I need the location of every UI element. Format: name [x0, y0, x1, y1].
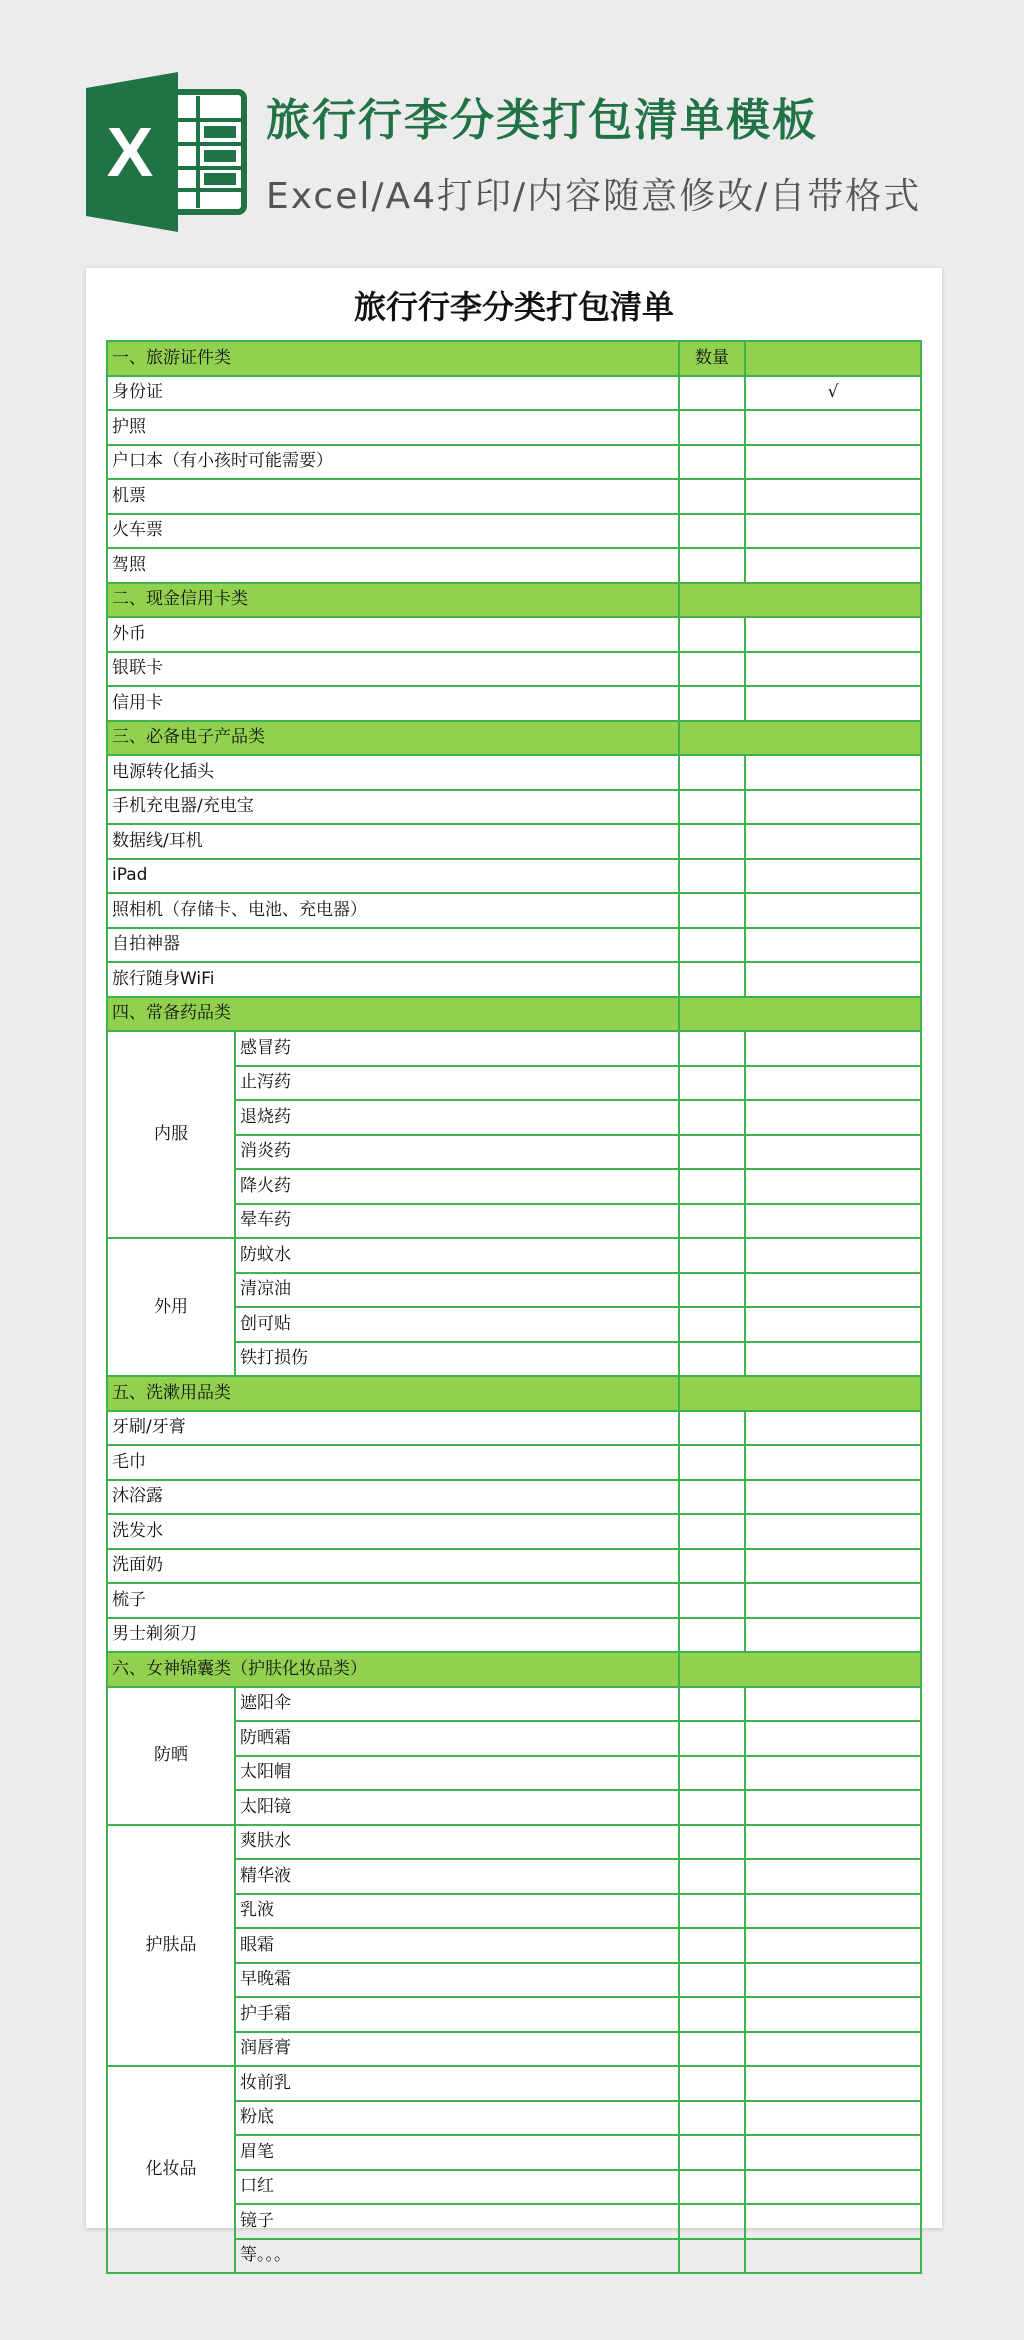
- check-cell[interactable]: [745, 2101, 921, 2136]
- item-row: [107, 410, 921, 445]
- check-cell[interactable]: [745, 824, 921, 859]
- item-name: 电源转化插头: [107, 755, 679, 790]
- item-name: 太阳帽: [235, 1756, 679, 1791]
- item-name: 防蚊水: [235, 1238, 679, 1273]
- item-name: 户口本（有小孩时可能需要）: [107, 445, 679, 480]
- group-label: 防晒: [107, 1687, 235, 1825]
- item-row: [107, 824, 921, 859]
- item-name: 早晚霜: [235, 1963, 679, 1998]
- qty-cell[interactable]: [679, 686, 745, 721]
- item-name: 护照: [107, 410, 679, 445]
- check-cell[interactable]: [745, 928, 921, 963]
- check-cell[interactable]: [745, 2170, 921, 2205]
- qty-cell[interactable]: [679, 1687, 745, 1722]
- section-row: [107, 583, 921, 618]
- item-name: 护手霜: [235, 1997, 679, 2032]
- check-cell[interactable]: [745, 1894, 921, 1929]
- check-cell[interactable]: [745, 1411, 921, 1446]
- qty-cell[interactable]: [679, 1514, 745, 1549]
- qty-cell[interactable]: [679, 1031, 745, 1066]
- check-cell[interactable]: [745, 548, 921, 583]
- item-name: 止泻药: [235, 1066, 679, 1101]
- item-row: [107, 514, 921, 549]
- check-cell[interactable]: [745, 1756, 921, 1791]
- page-title: 旅行行李分类打包清单模板: [266, 95, 818, 146]
- qty-cell[interactable]: [679, 1894, 745, 1929]
- item-row: [107, 962, 921, 997]
- qty-cell[interactable]: [679, 445, 745, 480]
- qty-cell[interactable]: [679, 1066, 745, 1101]
- item-name: 数据线/耳机: [107, 824, 679, 859]
- check-cell[interactable]: [745, 2239, 921, 2274]
- item-name: 旅行随身WiFi: [107, 962, 679, 997]
- item-row: [107, 790, 921, 825]
- qty-cell[interactable]: [679, 1445, 745, 1480]
- qty-cell[interactable]: [679, 1790, 745, 1825]
- page-header: [0, 0, 1024, 260]
- check-cell[interactable]: [745, 2032, 921, 2067]
- item-name: 爽肤水: [235, 1825, 679, 1860]
- group-label: 外用: [107, 1238, 235, 1376]
- qty-cell[interactable]: [679, 652, 745, 687]
- qty-cell[interactable]: [679, 1963, 745, 1998]
- item-name: 火车票: [107, 514, 679, 549]
- item-name: 口红: [235, 2170, 679, 2205]
- check-cell[interactable]: [745, 1342, 921, 1377]
- item-row: [107, 652, 921, 687]
- qty-cell[interactable]: [679, 1169, 745, 1204]
- item-name: 清凉油: [235, 1273, 679, 1308]
- check-cell[interactable]: [745, 1618, 921, 1653]
- item-name: 手机充电器/充电宝: [107, 790, 679, 825]
- qty-cell[interactable]: [679, 548, 745, 583]
- check-cell[interactable]: [745, 1100, 921, 1135]
- item-name: 自拍神器: [107, 928, 679, 963]
- qty-cell[interactable]: [679, 859, 745, 894]
- check-cell[interactable]: [745, 1721, 921, 1756]
- qty-cell[interactable]: [679, 824, 745, 859]
- item-row: [107, 755, 921, 790]
- qty-cell[interactable]: [679, 1756, 745, 1791]
- item-name: 毛巾: [107, 1445, 679, 1480]
- item-name: 眉笔: [235, 2135, 679, 2170]
- qty-cell[interactable]: [679, 928, 745, 963]
- check-cell[interactable]: [745, 514, 921, 549]
- qty-cell[interactable]: [679, 2066, 745, 2101]
- check-cell[interactable]: [745, 1169, 921, 1204]
- group-label: 化妆品: [107, 2066, 235, 2273]
- item-name: 消炎药: [235, 1135, 679, 1170]
- section-fill: [679, 997, 921, 1032]
- logo-letter: X: [106, 113, 154, 191]
- item-row: [107, 1687, 921, 1722]
- check-cell[interactable]: [745, 1480, 921, 1515]
- qty-cell[interactable]: [679, 479, 745, 514]
- check-cell[interactable]: [745, 652, 921, 687]
- check-cell[interactable]: [745, 1997, 921, 2032]
- checklist-sheet: [86, 268, 942, 2266]
- section-title: 五、洗漱用品类: [107, 1376, 679, 1411]
- sheet-title: 旅行行李分类打包清单: [353, 288, 674, 326]
- item-name: 等。。。: [235, 2239, 679, 2274]
- section-title: 二、现金信用卡类: [107, 583, 679, 618]
- item-row: [107, 1549, 921, 1584]
- qty-cell[interactable]: [679, 2032, 745, 2067]
- qty-cell[interactable]: [679, 1273, 745, 1308]
- item-row: [107, 1031, 921, 1066]
- qty-cell[interactable]: [679, 1997, 745, 2032]
- check-cell[interactable]: [745, 1514, 921, 1549]
- check-cell[interactable]: [745, 1031, 921, 1066]
- qty-cell[interactable]: [679, 376, 745, 411]
- qty-cell[interactable]: [679, 790, 745, 825]
- check-cell[interactable]: [745, 1445, 921, 1480]
- qty-cell[interactable]: [679, 1204, 745, 1239]
- qty-cell[interactable]: [679, 1100, 745, 1135]
- item-row: [107, 1238, 921, 1273]
- qty-cell[interactable]: [679, 755, 745, 790]
- check-cell[interactable]: [745, 1307, 921, 1342]
- check-cell[interactable]: [745, 1687, 921, 1722]
- section-row: [107, 341, 921, 376]
- item-row: [107, 1825, 921, 1860]
- qty-header: 数量: [679, 341, 745, 376]
- item-row: [107, 686, 921, 721]
- item-name: 驾照: [107, 548, 679, 583]
- item-name: 铁打损伤: [235, 1342, 679, 1377]
- section-row: [107, 1376, 921, 1411]
- check-cell[interactable]: [745, 1238, 921, 1273]
- item-name: 身份证: [107, 376, 679, 411]
- check-cell[interactable]: [745, 1273, 921, 1308]
- qty-cell[interactable]: [679, 1721, 745, 1756]
- section-fill: [679, 583, 921, 618]
- item-name: 降火药: [235, 1169, 679, 1204]
- check-cell[interactable]: [745, 755, 921, 790]
- item-name: 太阳镜: [235, 1790, 679, 1825]
- item-name: 精华液: [235, 1859, 679, 1894]
- group-label: 内服: [107, 1031, 235, 1238]
- item-row: [107, 1445, 921, 1480]
- section-fill: [679, 1652, 921, 1687]
- qty-cell[interactable]: [679, 2204, 745, 2239]
- check-cell[interactable]: [745, 962, 921, 997]
- item-name: 遮阳伞: [235, 1687, 679, 1722]
- check-cell[interactable]: [745, 2204, 921, 2239]
- item-name: 晕车药: [235, 1204, 679, 1239]
- qty-cell[interactable]: [679, 1928, 745, 1963]
- item-name: 眼霜: [235, 1928, 679, 1963]
- section-row: [107, 1652, 921, 1687]
- item-name: 洗面奶: [107, 1549, 679, 1584]
- qty-cell[interactable]: [679, 1307, 745, 1342]
- item-name: 梳子: [107, 1583, 679, 1618]
- check-cell[interactable]: [745, 1135, 921, 1170]
- qty-cell[interactable]: [679, 2101, 745, 2136]
- check-cell[interactable]: [745, 1549, 921, 1584]
- qty-cell[interactable]: [679, 893, 745, 928]
- item-name: 沐浴露: [107, 1480, 679, 1515]
- item-row: [107, 479, 921, 514]
- item-row: [107, 893, 921, 928]
- item-row: [107, 859, 921, 894]
- check-cell[interactable]: [745, 2066, 921, 2101]
- item-name: 退烧药: [235, 1100, 679, 1135]
- check-cell[interactable]: [745, 445, 921, 480]
- check-header: [745, 341, 921, 376]
- group-label: 护肤品: [107, 1825, 235, 2067]
- item-row: [107, 1583, 921, 1618]
- item-name: 润唇膏: [235, 2032, 679, 2067]
- item-row: [107, 445, 921, 480]
- excel-logo-icon: [82, 72, 252, 232]
- section-title: 一、旅游证件类: [107, 341, 679, 376]
- qty-cell[interactable]: [679, 1480, 745, 1515]
- qty-cell[interactable]: [679, 1411, 745, 1446]
- qty-cell[interactable]: [679, 2135, 745, 2170]
- item-row: [107, 928, 921, 963]
- check-cell[interactable]: √: [745, 376, 921, 411]
- item-row: [107, 548, 921, 583]
- item-name: 妆前乳: [235, 2066, 679, 2101]
- item-row: [107, 1480, 921, 1515]
- check-cell[interactable]: [745, 617, 921, 652]
- check-cell[interactable]: [745, 1825, 921, 1860]
- item-name: 银联卡: [107, 652, 679, 687]
- qty-cell[interactable]: [679, 514, 745, 549]
- item-row: [107, 1514, 921, 1549]
- item-name: 洗发水: [107, 1514, 679, 1549]
- check-cell[interactable]: [745, 2135, 921, 2170]
- qty-cell[interactable]: [679, 1135, 745, 1170]
- item-name: 创可贴: [235, 1307, 679, 1342]
- section-row: [107, 997, 921, 1032]
- item-name: 乳液: [235, 1894, 679, 1929]
- item-name: 机票: [107, 479, 679, 514]
- section-fill: [679, 1376, 921, 1411]
- page-subtitle: Excel/A4打印/内容随意修改/自带格式: [266, 176, 922, 217]
- section-title: 三、必备电子产品类: [107, 721, 679, 756]
- qty-cell[interactable]: [679, 1549, 745, 1584]
- item-name: 外币: [107, 617, 679, 652]
- item-name: 粉底: [235, 2101, 679, 2136]
- item-name: 镜子: [235, 2204, 679, 2239]
- check-cell[interactable]: [745, 1583, 921, 1618]
- qty-cell[interactable]: [679, 2170, 745, 2205]
- qty-cell[interactable]: [679, 1618, 745, 1653]
- item-name: 男士剃须刀: [107, 1618, 679, 1653]
- qty-cell[interactable]: [679, 1583, 745, 1618]
- item-name: 防晒霜: [235, 1721, 679, 1756]
- qty-cell[interactable]: [679, 962, 745, 997]
- qty-cell[interactable]: [679, 1238, 745, 1273]
- item-row: [107, 617, 921, 652]
- qty-cell[interactable]: [679, 1859, 745, 1894]
- check-cell[interactable]: [745, 1963, 921, 1998]
- qty-cell[interactable]: [679, 1342, 745, 1377]
- check-cell[interactable]: [745, 479, 921, 514]
- qty-cell[interactable]: [679, 2239, 745, 2274]
- section-fill: [679, 721, 921, 756]
- check-cell[interactable]: [745, 1859, 921, 1894]
- item-row: [107, 2066, 921, 2101]
- item-name: 牙刷/牙膏: [107, 1411, 679, 1446]
- check-cell[interactable]: [745, 790, 921, 825]
- check-cell[interactable]: [745, 893, 921, 928]
- check-cell[interactable]: [745, 410, 921, 445]
- qty-cell[interactable]: [679, 410, 745, 445]
- section-row: [107, 721, 921, 756]
- qty-cell[interactable]: [679, 1825, 745, 1860]
- check-cell[interactable]: [745, 686, 921, 721]
- item-row: [107, 1618, 921, 1653]
- check-cell[interactable]: [745, 1928, 921, 1963]
- section-title: 六、女神锦囊类（护肤化妆品类）: [107, 1652, 679, 1687]
- item-name: 信用卡: [107, 686, 679, 721]
- item-name: iPad: [107, 859, 679, 894]
- item-row: [107, 1411, 921, 1446]
- check-cell[interactable]: [745, 1790, 921, 1825]
- item-name: 照相机（存储卡、电池、充电器）: [107, 893, 679, 928]
- qty-cell[interactable]: [679, 617, 745, 652]
- item-row: [107, 376, 921, 411]
- check-cell[interactable]: [745, 1066, 921, 1101]
- check-cell[interactable]: [745, 1204, 921, 1239]
- item-name: 感冒药: [235, 1031, 679, 1066]
- section-title: 四、常备药品类: [107, 997, 679, 1032]
- check-cell[interactable]: [745, 859, 921, 894]
- packing-table: [106, 340, 922, 2274]
